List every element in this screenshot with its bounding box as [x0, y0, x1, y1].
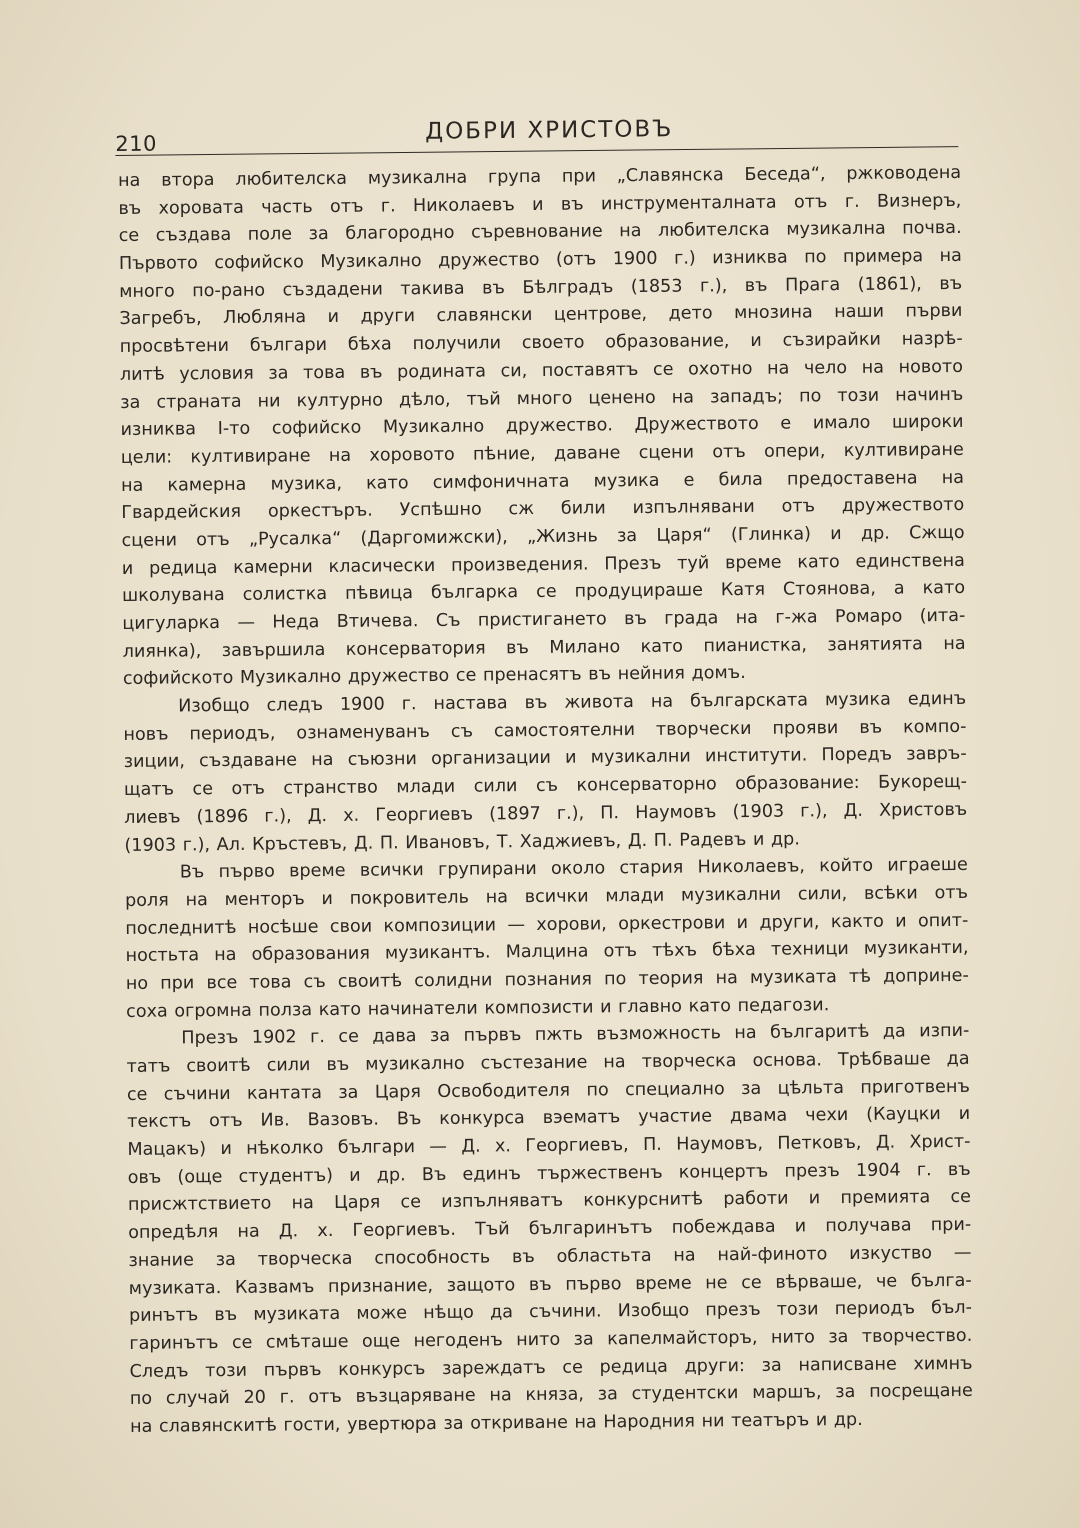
text-line: ринътъ въ музиката може нѣщо да съчини. Изобщо презъ този периодъ бъл- [128, 1298, 973, 1327]
text-line: щатъ се отъ странство млади сили съ консерваторно образование: Букорещ- [123, 772, 968, 801]
text-line: овъ (още студентъ) и др. Въ единъ тържественъ концертъ презъ 1904 г. въ [127, 1159, 971, 1188]
text-line: соха огромна полза като начинатели композисти и главно като педагози. [126, 994, 830, 1022]
text-line: гаринътъ се смѣташе още негоденъ нито за капелмайсторъ, нито за творчество. [129, 1325, 973, 1354]
page-header [115, 109, 958, 158]
text-line: Презъ 1902 г. се дава за първъ пжть възможность на българитѣ да изпи- [181, 1021, 970, 1049]
text-line: на втора любителска музикална група при „Славянска Беседа“, ржководена [118, 162, 962, 191]
text-line: на камерна музика, като симфоничната музика е била предоставена на [120, 467, 965, 496]
text-line: просвѣтени българи бѣха получили своето образование, и съзирайки назрѣ- [119, 329, 963, 358]
text-line: но при все това съ своитѣ солидни познания по теория на музиката тѣ доприне- [125, 965, 969, 994]
text-line: (1903 г.), Ал. Кръстевъ, Д. П. Ивановъ, Т. Хаджиевъ, Д. П. Радевъ и др. [124, 828, 800, 856]
text-line: и редица камерни класически произведения. Презъ туй време като единствена [121, 550, 965, 579]
text-line: по случай 20 г. отъ възцаряване на княза, за студентски маршъ, за посрещане [129, 1381, 973, 1410]
running-title: ДОБРИ ХРИСТОВЪ [425, 116, 674, 145]
text-line: се съчини кантата за Царя Освободителя по специално за цѣльта приготвенъ [126, 1076, 970, 1105]
text-line: сцени отъ „Русалка“ (Даргомижски), „Жизнь за Царя“ (Глинка) и др. Сжщо [121, 522, 965, 551]
text-line: знание за творческа способность въ областьта на най-финото изкуство — [128, 1242, 972, 1271]
text-line: опредѣля на Д. х. Георгиевъ. Тъй българинътъ побеждава и получава при- [128, 1214, 972, 1244]
text-line: школувана солистка пѣвица българка се продуцираше Катя Стоянова, а като [122, 578, 966, 607]
text-line: татъ своитѣ сили въ музикално състезание на творческа основа. Трѣбваше да [126, 1048, 970, 1077]
text-line: Загребъ, Любляна и други славянски центрове, дето мнозина наши първи [119, 301, 963, 330]
text-line: роля на менторъ и покровитель на всички млади музикални сили, всѣки отъ [124, 882, 969, 911]
paragraph [123, 686, 968, 860]
text-line: последнитѣ носѣше свои композиции — хорови, оркестрови и други, както и опит- [125, 910, 969, 939]
page-number: 210 [115, 131, 157, 156]
text-line: литѣ условия за това въ родината си, поставятъ се охотно на чело на новото [119, 356, 964, 385]
text-line: новъ периодъ, ознаменуванъ съ самостоятелни творчески прояви въ компо- [123, 716, 967, 745]
text-line: въ хоровата часть отъ г. Николаевъ и въ инструменталната отъ г. Визнеръ, [118, 190, 962, 219]
text-line: цели: култивиране на хоровото пѣние, даване сцени отъ опери, култивиране [120, 439, 964, 468]
text-line: много по-рано създадени такива въ Бѣлградъ (1853 г.), въ Прага (1861), въ [119, 273, 963, 302]
paragraph [118, 160, 966, 694]
text-line: софийското Музикално дружество се пренасятъ въ нейния домъ. [122, 663, 746, 690]
text-line: изниква I-то софийско Музикално дружество. Дружеството е имало широки [120, 412, 964, 441]
text-line: Въ първо време всички групирани около стария Николаевъ, който играеше [179, 855, 968, 883]
text-line: ностьта на образования музикантъ. Малцина отъ тѣхъ бѣха техници музиканти, [125, 938, 969, 967]
paragraph [125, 852, 970, 1026]
text-line: цигуларка — Неда Втичева. Съ пристигането въ града на г-жа Ромаро (ита- [122, 605, 966, 634]
text-line: Следъ този първъ конкурсъ зареждатъ се редица други: за написване химнъ [129, 1353, 973, 1382]
text-line: присжтствието на Царя се изпълняватъ конкурснитѣ работи и премията се [127, 1187, 972, 1216]
body-text [118, 160, 973, 1442]
text-line: Изобщо следъ 1900 г. настава въ живота на българската музика единъ [178, 688, 967, 717]
text-line: за страната ни културно дѣло, тъй много ценено на западъ; по този начинъ [120, 384, 964, 413]
text-line: Първото софийско Музикално дружество (отъ 1900 г.) изниква по примера на [118, 245, 962, 275]
text-line: Гвардейския оркестъръ. Успѣшно сж били изпълнявани отъ дружеството [121, 495, 965, 524]
header-rule [115, 146, 958, 156]
text-line: зиции, създаване на съюзни организации и музикални институти. Поредъ завръ- [123, 744, 967, 773]
text-line: се създава поле за благородно съревнование на любителска музикална почва. [118, 218, 962, 247]
text-line: текстъ отъ Ив. Вазовъ. Въ конкурса вэематъ участие двама чехи (Кауцки и [127, 1104, 971, 1133]
text-line: лиевъ (1896 г.), Д. х. Георгиевъ (1897 г.), П. Наумовъ (1903 г.), Д. Христовъ [124, 799, 968, 828]
text-line: Мацакъ) и нѣколко българи — Д. х. Георгиевъ, П. Наумовъ, Петковъ, Д. Христ- [127, 1131, 971, 1161]
paragraph [126, 1018, 973, 1441]
text-line: на славянскитѣ гости, увертюра за откриване на Народния ни театъръ и др. [129, 1409, 863, 1437]
text-line: лиянка), завършила консерватория въ Милано като пианистка, занятията на [122, 633, 966, 662]
text-line: музиката. Казвамъ признание, защото въ първо време не се вѣрваше, че бълга- [128, 1270, 972, 1299]
